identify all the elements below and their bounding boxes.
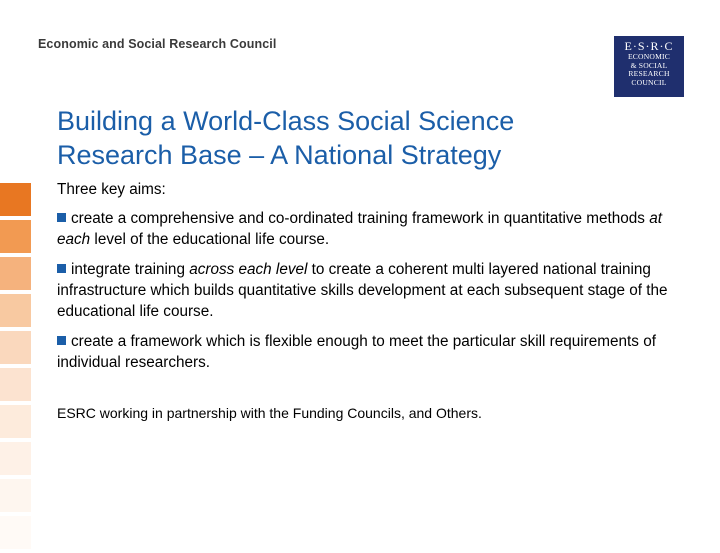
logo-letters: E·S·R·C <box>624 39 674 53</box>
logo-line-research: RESEARCH <box>628 69 670 79</box>
side-bar <box>0 294 31 327</box>
bullet-text: create a framework which is flexible enough to meet the particular skill requirements of individual researchers. <box>57 333 656 371</box>
bullet-emphasis: across each level <box>189 261 308 278</box>
bullet-item <box>57 259 687 322</box>
square-bullet-icon <box>57 213 66 222</box>
intro-text: Three key aims: <box>57 181 166 198</box>
bullet-emphasis: at each <box>57 210 662 248</box>
square-bullet-icon <box>57 336 66 345</box>
side-bar <box>0 220 31 253</box>
bullet-item <box>57 331 687 373</box>
side-bar <box>0 368 31 401</box>
square-bullet-icon <box>57 264 66 273</box>
side-bar <box>0 516 31 549</box>
slide-title-line1: Building a World-Class Social Science <box>57 106 515 136</box>
bullet-text: to create a coherent multi layered national training infrastructure which builds quantitative skills development at each subsequent stage of the educational life course. <box>57 261 668 320</box>
org-name: Economic and Social Research Council <box>38 37 277 51</box>
side-bar <box>0 405 31 438</box>
bullet-text: create a comprehensive and co-ordinated training framework in quantitative methods <box>71 210 650 227</box>
slide-title-line2: Research Base – A National Strategy <box>57 140 502 170</box>
side-bar <box>0 183 31 216</box>
logo-line-economic: ECONOMIC <box>627 52 671 61</box>
closing-text: ESRC working in partnership with the Funding Councils, and Others. <box>57 405 482 421</box>
slide-body <box>57 179 687 438</box>
logo-line-council: COUNCIL <box>631 77 667 87</box>
slide-title <box>57 104 617 172</box>
esrc-logo <box>614 36 684 97</box>
side-gradient-bars <box>0 183 31 553</box>
bullet-item <box>57 208 687 250</box>
side-bar <box>0 479 31 512</box>
side-bar <box>0 257 31 290</box>
bullet-text: integrate training <box>71 261 190 278</box>
bullet-text: level of the educational life course. <box>90 231 330 248</box>
side-bar <box>0 442 31 475</box>
logo-line-social: & SOCIAL <box>630 60 668 70</box>
side-bar <box>0 331 31 364</box>
